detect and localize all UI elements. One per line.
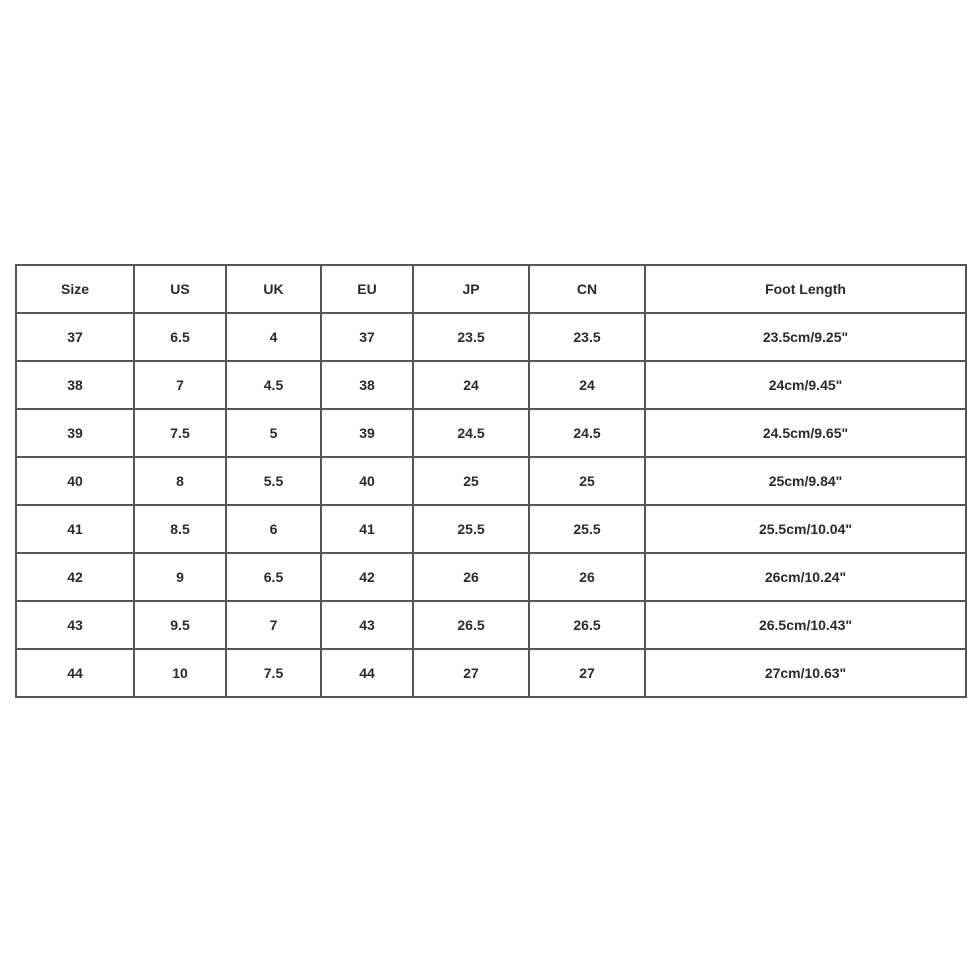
cell-us: 8 — [134, 457, 226, 505]
cell-jp: 27 — [413, 649, 529, 697]
table-row — [16, 553, 966, 601]
cell-uk: 7.5 — [226, 649, 321, 697]
cell-uk: 4 — [226, 313, 321, 361]
table-row — [16, 361, 966, 409]
cell-cn: 26 — [529, 553, 645, 601]
header-size: Size — [16, 265, 134, 313]
cell-foot-length: 23.5cm/9.25" — [645, 313, 966, 361]
header-us: US — [134, 265, 226, 313]
cell-us: 10 — [134, 649, 226, 697]
cell-cn: 26.5 — [529, 601, 645, 649]
cell-us: 9.5 — [134, 601, 226, 649]
cell-size: 44 — [16, 649, 134, 697]
cell-foot-length: 24cm/9.45" — [645, 361, 966, 409]
cell-size: 39 — [16, 409, 134, 457]
cell-foot-length: 26.5cm/10.43" — [645, 601, 966, 649]
table-row — [16, 313, 966, 361]
cell-eu: 39 — [321, 409, 413, 457]
cell-eu: 43 — [321, 601, 413, 649]
cell-jp: 24.5 — [413, 409, 529, 457]
cell-size: 40 — [16, 457, 134, 505]
cell-jp: 23.5 — [413, 313, 529, 361]
cell-foot-length: 26cm/10.24" — [645, 553, 966, 601]
cell-foot-length: 25.5cm/10.04" — [645, 505, 966, 553]
cell-jp: 25 — [413, 457, 529, 505]
cell-foot-length: 24.5cm/9.65" — [645, 409, 966, 457]
cell-size: 41 — [16, 505, 134, 553]
cell-foot-length: 27cm/10.63" — [645, 649, 966, 697]
cell-jp: 26.5 — [413, 601, 529, 649]
table-row — [16, 649, 966, 697]
header-eu: EU — [321, 265, 413, 313]
cell-uk: 7 — [226, 601, 321, 649]
cell-size: 42 — [16, 553, 134, 601]
header-foot-length: Foot Length — [645, 265, 966, 313]
cell-cn: 25 — [529, 457, 645, 505]
cell-uk: 6.5 — [226, 553, 321, 601]
cell-eu: 38 — [321, 361, 413, 409]
table-row — [16, 601, 966, 649]
cell-cn: 27 — [529, 649, 645, 697]
cell-eu: 41 — [321, 505, 413, 553]
cell-jp: 24 — [413, 361, 529, 409]
cell-size: 38 — [16, 361, 134, 409]
cell-size: 43 — [16, 601, 134, 649]
cell-eu: 40 — [321, 457, 413, 505]
cell-uk: 5 — [226, 409, 321, 457]
cell-us: 9 — [134, 553, 226, 601]
cell-us: 6.5 — [134, 313, 226, 361]
table-header-row — [16, 265, 966, 313]
cell-jp: 25.5 — [413, 505, 529, 553]
cell-us: 7 — [134, 361, 226, 409]
cell-eu: 42 — [321, 553, 413, 601]
header-uk: UK — [226, 265, 321, 313]
cell-cn: 24.5 — [529, 409, 645, 457]
cell-eu: 37 — [321, 313, 413, 361]
table-row — [16, 457, 966, 505]
cell-eu: 44 — [321, 649, 413, 697]
cell-foot-length: 25cm/9.84" — [645, 457, 966, 505]
header-cn: CN — [529, 265, 645, 313]
cell-us: 7.5 — [134, 409, 226, 457]
cell-uk: 5.5 — [226, 457, 321, 505]
header-jp: JP — [413, 265, 529, 313]
cell-uk: 4.5 — [226, 361, 321, 409]
table-body — [16, 313, 966, 697]
cell-us: 8.5 — [134, 505, 226, 553]
table-row — [16, 409, 966, 457]
size-chart-table — [15, 264, 967, 698]
cell-cn: 23.5 — [529, 313, 645, 361]
table-row — [16, 505, 966, 553]
cell-cn: 24 — [529, 361, 645, 409]
cell-jp: 26 — [413, 553, 529, 601]
cell-cn: 25.5 — [529, 505, 645, 553]
cell-uk: 6 — [226, 505, 321, 553]
cell-size: 37 — [16, 313, 134, 361]
